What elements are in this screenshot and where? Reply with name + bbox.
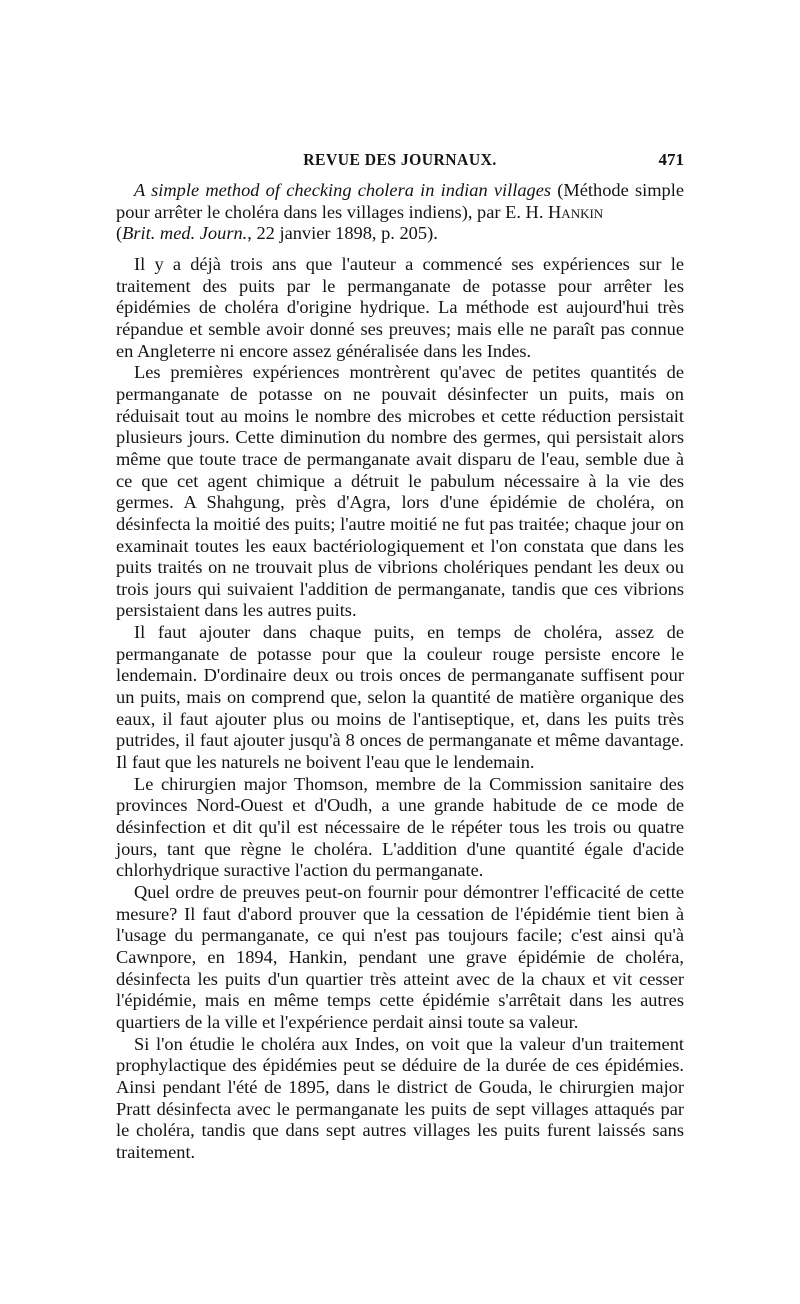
running-head: REVUE DES JOURNAUX. bbox=[303, 150, 497, 169]
page-number: 471 bbox=[658, 150, 684, 169]
paragraph: Si l'on étudie le choléra aux Indes, on voit que la valeur d'un traitement prophylactique des épidémies peut se déduire de la durée de ces épidémies. Ainsi pendant l'été de 1895, dans le district de Gouda, le chirurgien major Pratt désinfecta avec le permanganate les puits de sept villages attaqués par le choléra, tandis que dans sept autres villages les puits furent laissés sans traitement. bbox=[116, 1033, 684, 1162]
journal-name: Brit. med. Journ. bbox=[122, 223, 248, 244]
article-title: A simple method of checking cholera in indian villages bbox=[134, 180, 552, 200]
paragraph: Il y a déjà trois ans que l'auteur a commencé ses expériences sur le traitement des puits par le permanganate de potasse pour arrêter les épidémies de choléra d'origine hydrique. La méthode est aujourd'hui très répandue et semble avoir donné ses preuves; mais elle ne paraît pas connue en Angleterre ni encore assez généralisée dans les Indes. bbox=[116, 253, 684, 361]
paragraph: Les premières expériences montrèrent qu'avec de petites quantités de permanganate de potasse on ne pouvait désinfecter un puits, mais on réduisait tout au moins le nombre des microbes et cette réduction persistait plusieurs jours. Cette diminution du nombre des germes, qui persistait alors même que toute trace de permanganate avait disparu de l'eau, semble due à ce que cet agent chimique a détruit le pabulum nécessaire à la vie des germes. A Shahgung, près d'Agra, lors d'une épidémie de choléra, on désinfecta la moitié des puits; l'autre moitié ne fut pas traitée; chaque jour on examinait toutes les eaux bactériologiquement et l'on constata que dans les puits traités on ne trouvait plus de vibrions cholériques pendant les deux ou trois jours qui suivaient l'addition de permanganate, tandis que ces vibrions persistaient dans les autres puits. bbox=[116, 362, 684, 621]
article-body bbox=[116, 180, 684, 1164]
paragraph: Il faut ajouter dans chaque puits, en temps de choléra, assez de permanganate de potasse pour que la couleur rouge persiste encore le lendemain. D'ordinaire deux ou trois onces de permanganate suffisent pour un puits, mais on comprend que, selon la quantité de matière organique des eaux, il faut ajouter plus ou moins de l'antiseptique, et, dans les puits très putrides, il faut ajouter jusqu'à 8 onces de permanganate et même davantage. Il faut que les naturels ne boivent l'eau que le lendemain. bbox=[116, 622, 684, 773]
journal-open-paren: ( bbox=[116, 223, 123, 244]
author-surname: Hankin bbox=[548, 201, 604, 222]
paragraph: Le chirurgien major Thomson, membre de la Commission sanitaire des provinces Nord-Ouest et d'Oudh, a une grande habitude de ce mode de désinfection et dit qu'il est nécessaire de le répéter tous les trois ou quatre jours, tant que règne le choléra. L'addition d'une quantité égale d'acide chlorhydrique suractive l'action du permanganate. bbox=[116, 773, 684, 881]
paragraph: Quel ordre de preuves peut-on fournir pour démontrer l'efficacité de cette mesure? Il faut d'abord prouver que la cessation de l'épidémie tient bien à l'usage du permanganate, ce qui n'est pas toujours facile; c'est ainsi qu'à Cawnpore, en 1894, Hankin, pendant une grave épidémie de choléra, désinfecta les puits d'un quartier très atteint avec de la chaux et vit cesser l'épidémie, mais en même temps cette épidémie s'arrêtait dans les autres quartiers de la ville et l'expérience perdait ainsi toute sa valeur. bbox=[116, 882, 684, 1032]
citation-details: , 22 janvier 1898, p. 205). bbox=[247, 223, 438, 244]
page-header bbox=[116, 150, 684, 176]
article-reference bbox=[116, 180, 684, 245]
article-title-translation: (Méthode simple pour arrêter le choléra dans les villages indiens), par E. H. bbox=[116, 180, 684, 222]
